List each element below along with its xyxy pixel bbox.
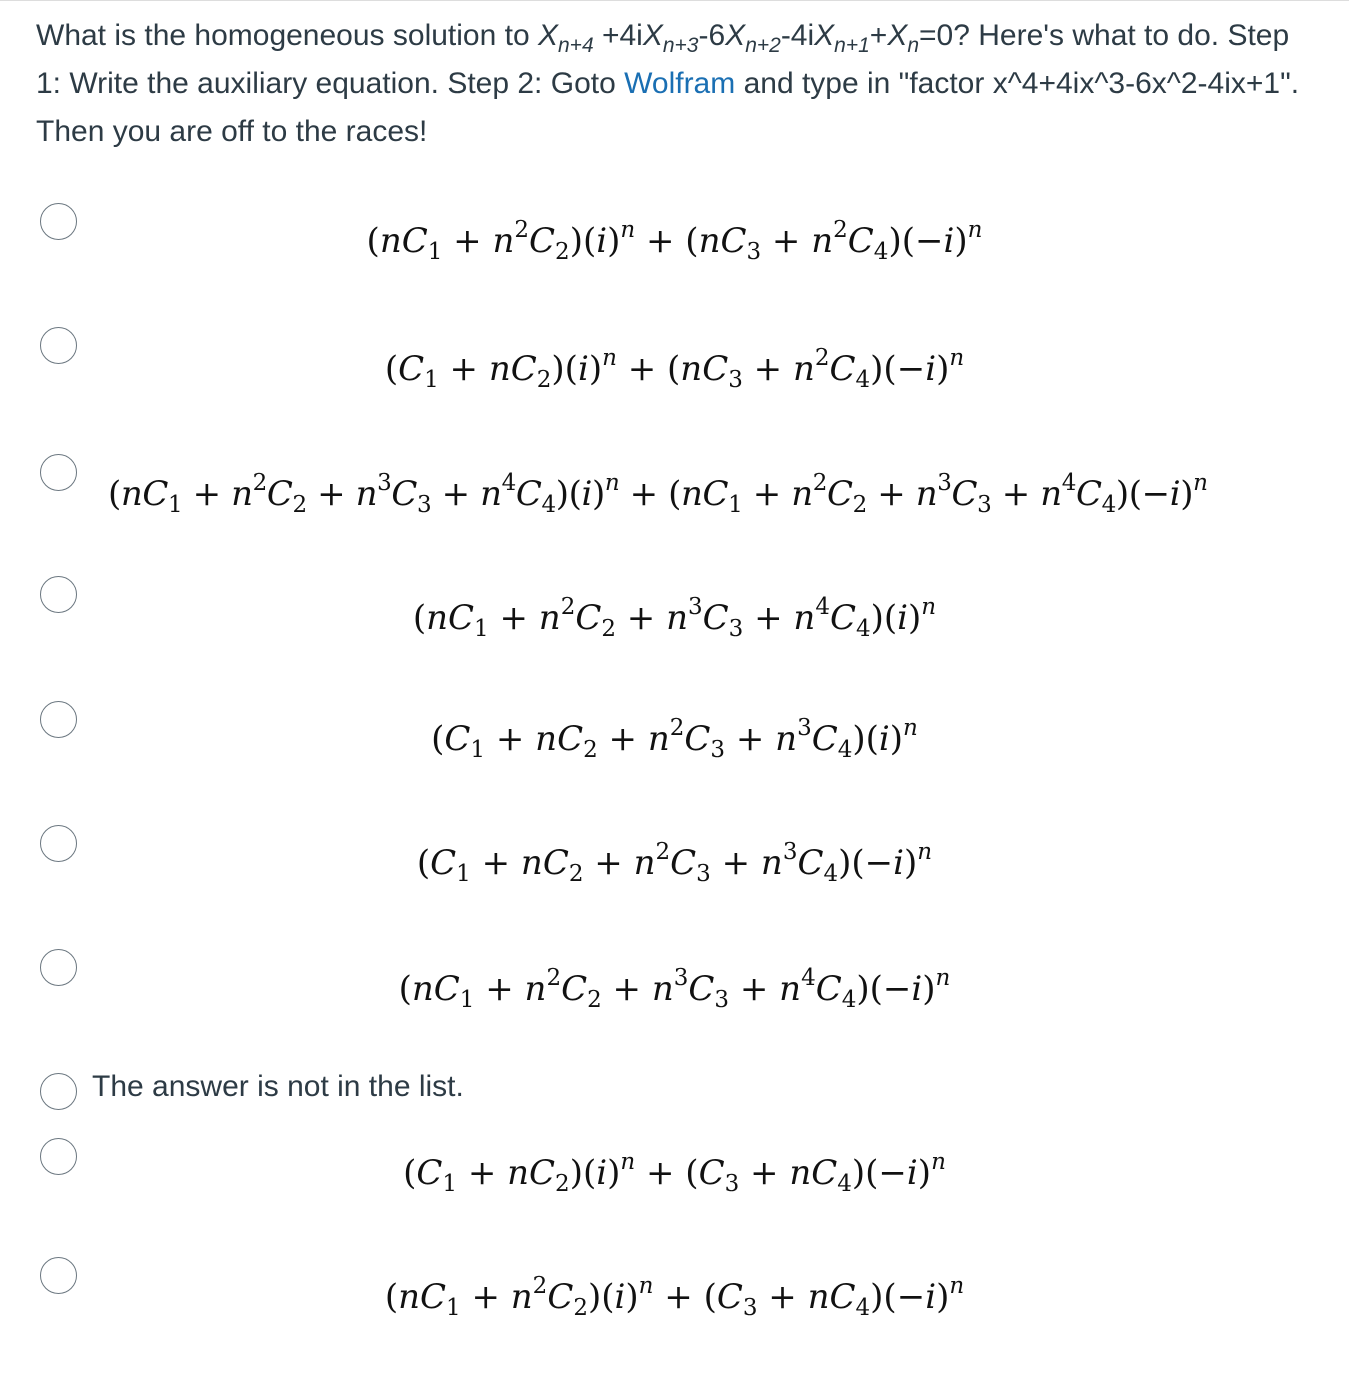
radio-button[interactable] (40, 1073, 77, 1110)
answer-formula: $(C_1 + nC_2)(i)^n + (C_3 + nC_4)(-i)^n$ (403, 1149, 946, 1197)
answer-formula: $(C_1 + nC_2 + n^2C_3 + n^3C_4)(i)^n$ (431, 715, 918, 763)
question-text: What is the homogeneous solution to $X_{n+4} +4iX_{n+3}-6X_{n+2}-4iX_{n+1}+X_n=0$? Here's what to do. Step 1: Write the auxiliary equation. Step 2: Goto Wolfram and type in "factor x^4+4ix^3-6x^2-4ix+1". Then you are off to the races! (36, 19, 1300, 148)
answer-text: The answer is not in the list. (92, 1070, 464, 1103)
wolfram-link[interactable]: Wolfram (624, 67, 736, 100)
answer-formula: $(C_1 + nC_2 + n^2C_3 + n^3C_4)(-i)^n$ (416, 839, 933, 887)
answer-formula: $(nC_1 + n^2C_2 + n^3C_3 + n^4C_4)(i)^n$ (412, 594, 937, 642)
radio-button[interactable] (40, 454, 77, 491)
answer-formula: $(nC_1 + n^2C_2)(i)^n + (nC_3 + n^2C_4)(-i)^n$ (366, 217, 983, 265)
answer-formula: $(nC_1 + n^2C_2 + n^3C_3 + n^4C_4)(i)^n + (nC_1 + n^2C_2 + n^3C_3 + n^4C_4)(-i)^n$ (108, 470, 1208, 518)
answer-formula: $(nC_1 + n^2C_2 + n^3C_3 + n^4C_4)(-i)^n$ (398, 965, 951, 1013)
answer-formula: $(nC_1 + n^2C_2)(i)^n + (C_3 + nC_4)(-i)^n$ (384, 1273, 965, 1321)
answer-formula: $(C_1 + nC_2)(i)^n + (nC_3 + n^2C_4)(-i)^n$ (384, 345, 965, 393)
top-divider (0, 0, 1349, 1)
